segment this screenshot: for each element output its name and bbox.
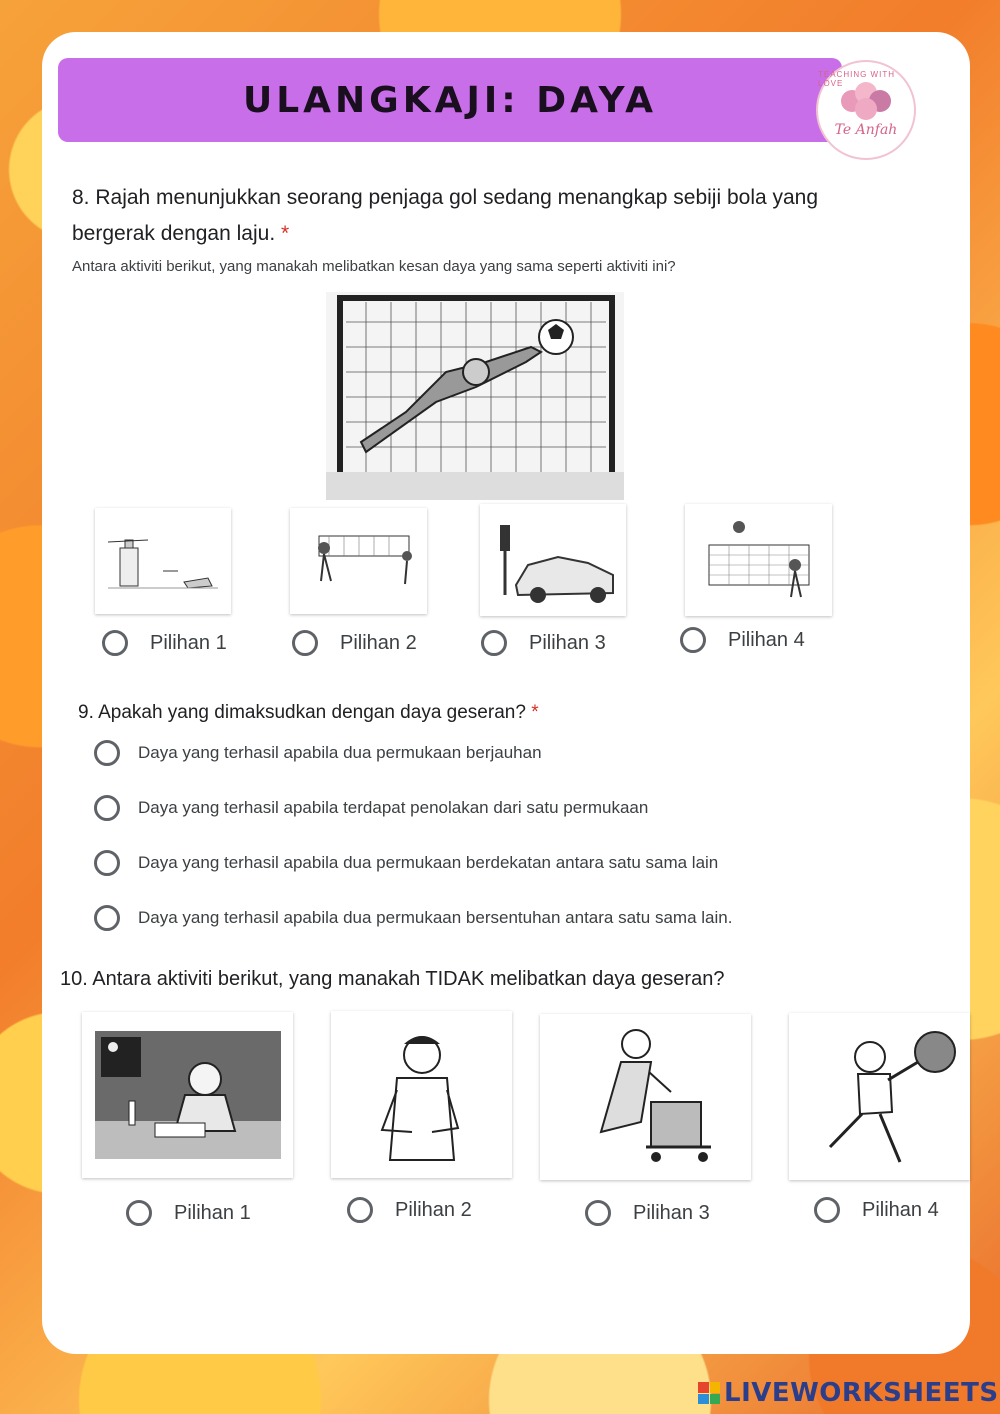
q10-option-1-image xyxy=(82,1012,293,1178)
q10-option-4[interactable]: Pilihan 4 xyxy=(814,1197,939,1223)
q8-option-2[interactable]: Pilihan 2 xyxy=(292,630,417,656)
radio-button[interactable] xyxy=(481,630,507,656)
required-mark: * xyxy=(531,702,539,723)
q8-option-1-image xyxy=(95,508,231,614)
q9-option-2[interactable]: Daya yang terhasil apabila terdapat penolakan dari satu permukaan xyxy=(94,795,648,821)
author-logo xyxy=(816,60,916,160)
q8-title: 8. Rajah menunjukkan seorang penjaga gol sedang menangkap sebiji bola yang bergerak dengan laju. * xyxy=(72,186,819,245)
radio-button[interactable] xyxy=(814,1197,840,1223)
logo-text: Te Anfah xyxy=(834,122,898,138)
page-title: ULANGKAJI: DAYA xyxy=(243,79,657,121)
flower-icon xyxy=(841,82,891,118)
girl-pushing-trolley-icon xyxy=(571,1022,721,1172)
q9-option-4[interactable]: Daya yang terhasil apabila dua permukaan bersentuhan antara satu sama lain. xyxy=(94,905,732,931)
q10-option-2-image xyxy=(331,1011,512,1178)
q9-title: 9. Apakah yang dimaksudkan dengan daya geseran? * xyxy=(78,702,539,723)
bottle-hand-icon xyxy=(108,526,218,596)
q8-option-3[interactable]: Pilihan 3 xyxy=(481,630,606,656)
q8-option-2-image xyxy=(290,508,427,614)
q9-option-1[interactable]: Daya yang terhasil apabila dua permukaan berjauhan xyxy=(94,740,542,766)
radio-button[interactable] xyxy=(102,630,128,656)
badminton-icon xyxy=(299,526,419,596)
q8-option-3-image xyxy=(480,504,626,616)
radio-button[interactable] xyxy=(94,905,120,931)
q9-option-3[interactable]: Daya yang terhasil apabila dua permukaan berdekatan antara satu sama lain xyxy=(94,850,718,876)
logo-arc-text: TEACHING WITH LOVE xyxy=(818,70,895,88)
q10-option-4-image xyxy=(789,1013,970,1180)
radio-button[interactable] xyxy=(94,740,120,766)
radio-button[interactable] xyxy=(347,1197,373,1223)
radio-button[interactable] xyxy=(680,627,706,653)
q10-title: 10. Antara aktiviti berikut, yang manakah TIDAK melibatkan daya geseran? xyxy=(60,968,725,990)
volleyball-icon xyxy=(699,515,819,605)
q8-option-4[interactable]: Pilihan 4 xyxy=(680,627,805,653)
liveworksheets-icon xyxy=(698,1382,720,1404)
q10-option-2[interactable]: Pilihan 2 xyxy=(347,1197,472,1223)
radio-button[interactable] xyxy=(94,795,120,821)
radio-button[interactable] xyxy=(94,850,120,876)
q8-option-1[interactable]: Pilihan 1 xyxy=(102,630,227,656)
q10-option-3[interactable]: Pilihan 3 xyxy=(585,1200,710,1226)
q8-option-4-image xyxy=(685,504,832,616)
required-mark: * xyxy=(281,222,290,245)
radio-button[interactable] xyxy=(585,1200,611,1226)
boy-rubbing-hands-icon xyxy=(362,1020,482,1170)
boy-throwing-ball-icon xyxy=(800,1022,960,1172)
goalkeeper-image xyxy=(326,292,624,500)
title-banner xyxy=(58,58,842,142)
liveworksheets-logo[interactable]: LIVEWORKSHEETS xyxy=(698,1378,999,1408)
boy-reading-icon xyxy=(95,1031,281,1159)
radio-button[interactable] xyxy=(126,1200,152,1226)
q10-option-3-image xyxy=(540,1014,751,1180)
q8-subtitle: Antara aktiviti berikut, yang manakah melibatkan kesan daya yang sama seperti aktiviti ini? xyxy=(72,258,676,275)
car-traffic-light-icon xyxy=(488,515,618,605)
q10-option-1[interactable]: Pilihan 1 xyxy=(126,1200,251,1226)
radio-button[interactable] xyxy=(292,630,318,656)
